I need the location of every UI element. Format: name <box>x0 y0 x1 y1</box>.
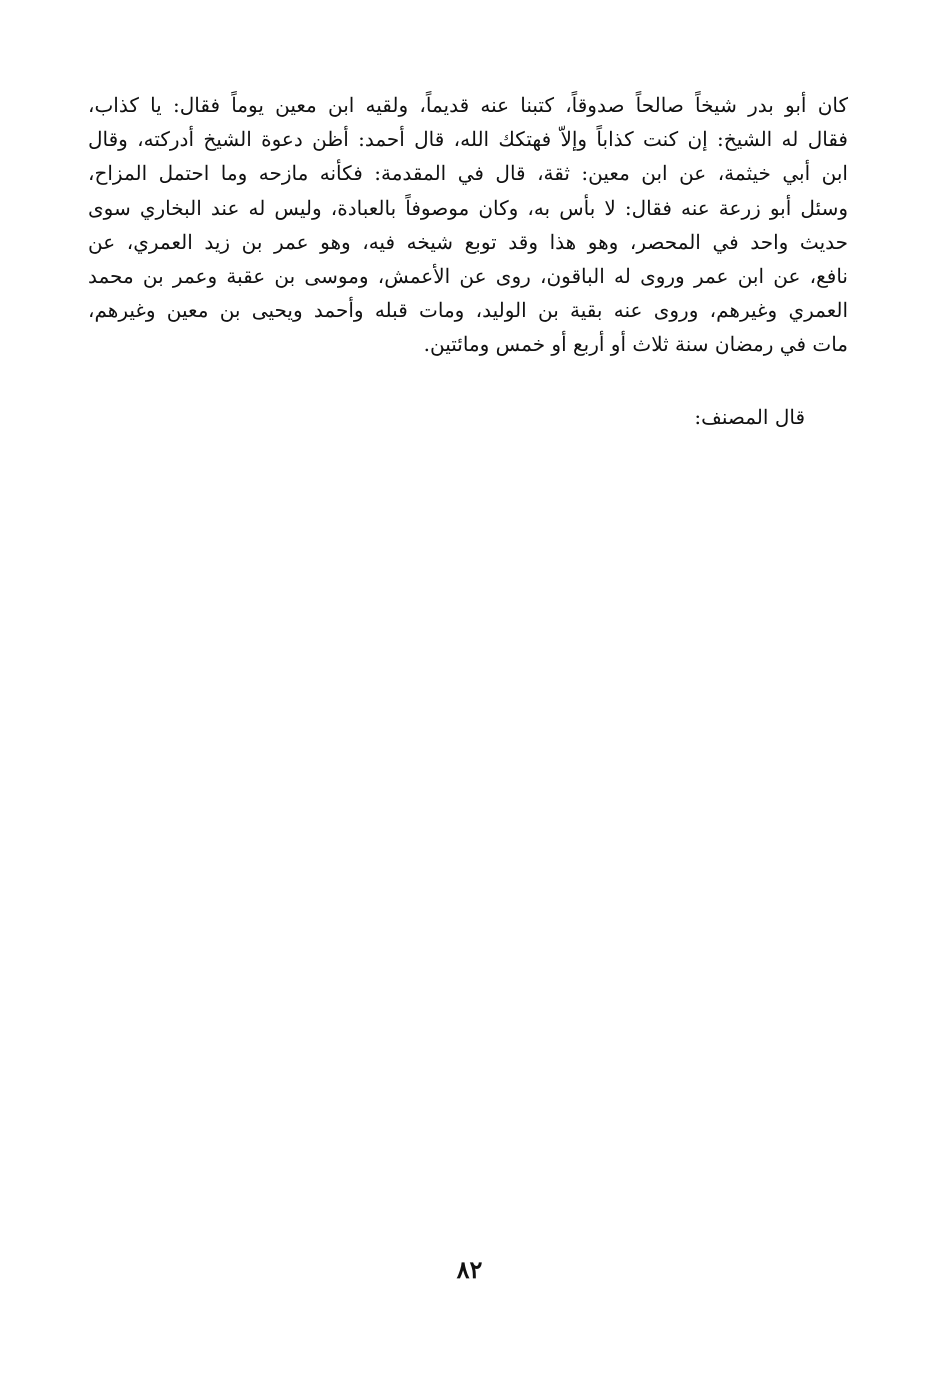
body-paragraph <box>88 88 848 362</box>
page-number: ٨٢ <box>456 1255 483 1284</box>
text-line: ابن أبي خيثمة، عن ابن معين: ثقة، قال في المقدمة: فكأنه مازحه وما احتمل المزاح، <box>88 161 848 186</box>
text-line: كان أبو بدر شيخاً صالحاً صدوقاً، كتبنا عنه قديماً، ولقيه ابن معين يوماً فقال: يا كذاب، <box>88 93 848 117</box>
text-line: فقال له الشيخ: إن كنت كذاباً وإلاّ فهتكك الله، قال أحمد: أظن دعوة الشيخ أدركته، وقال <box>88 127 848 152</box>
text-line: العمري وغيرهم، وروى عنه بقية بن الوليد، ومات قبله وأحمد ويحيى بن معين وغيرهم، <box>88 298 848 323</box>
text-line: نافع، عن ابن عمر وروى له الباقون، روى عن الأعمش، وموسى بن عقبة وعمر بن محمد <box>88 263 848 288</box>
text-line: مات في رمضان سنة ثلاث أو أربع أو خمس ومائتين. <box>423 332 848 357</box>
section-heading: قال المصنف: <box>694 405 805 429</box>
text-line: وسئل أبو زرعة عنه فقال: لا بأس به، وكان موصوفاً بالعبادة، وليس له عند البخاري سوى <box>88 195 848 220</box>
text-line: حديث واحد في المحصر، وهو هذا وقد توبع شيخه فيه، وهو عمر بن زيد العمري، عن <box>88 229 848 254</box>
